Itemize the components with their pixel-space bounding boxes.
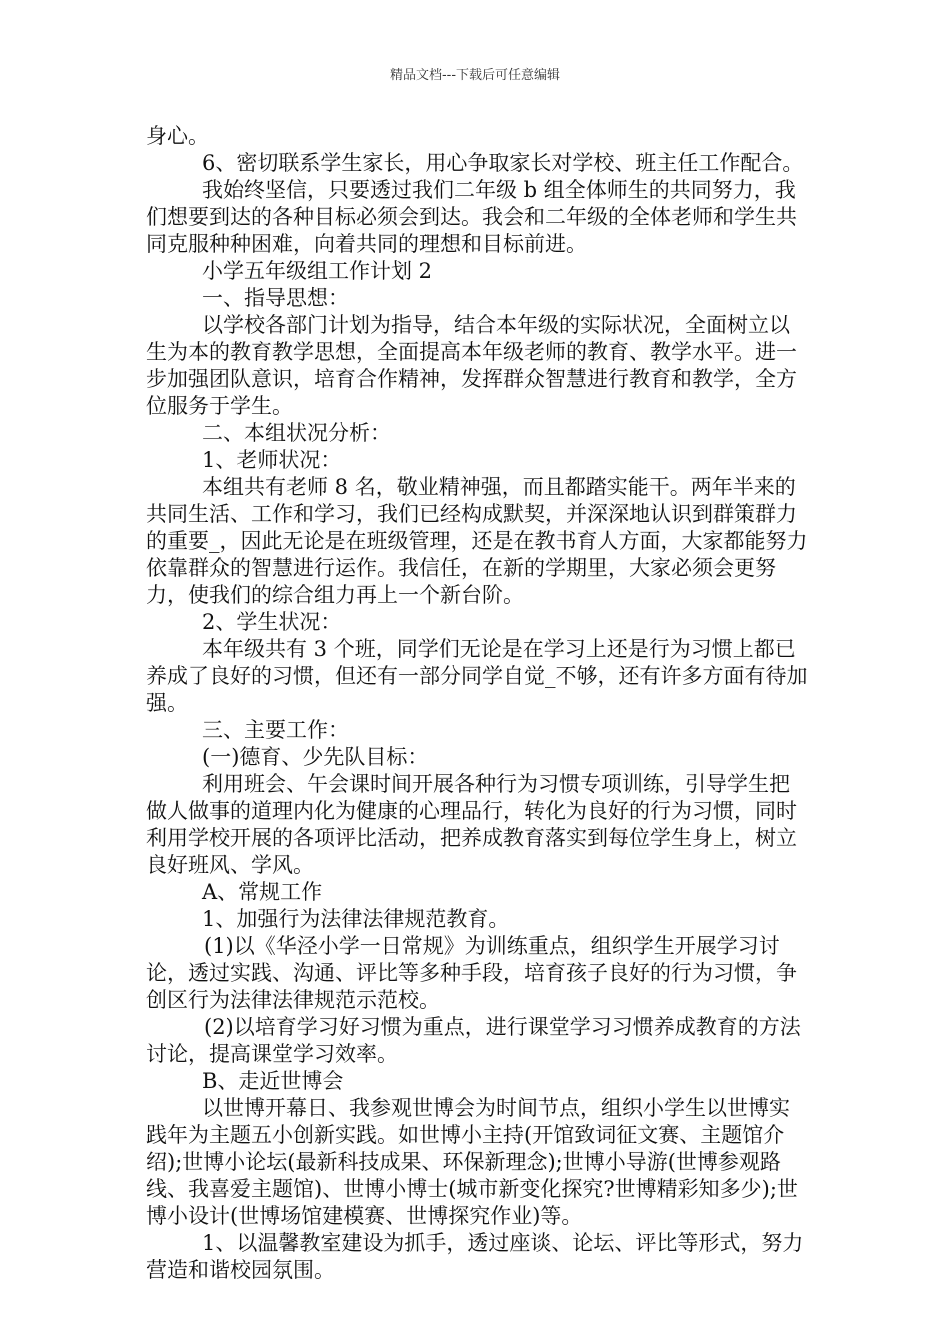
paragraph: 6、密切联系学生家长，用心争取家长对学校、班主任工作配合。 xyxy=(202,151,804,175)
subheading: (一)德育、少先队目标： xyxy=(202,745,429,769)
list-item: (1)以《华泾小学一日常规》为训练重点，组织学生开展学习讨论，透过实践、沟通、评比等多种手段，培育孩子良好的行为习惯，争创区行为法律法律规范示范校。 xyxy=(146,934,797,1012)
subheading: 1、老师状况： xyxy=(202,448,342,472)
paragraph: 本组共有老师 8 名，敬业精神强，而且都踏实能干。两年半来的共同生活、工作和学习，我们已经构成默契，并深深地认识到群策群力的重要_，因此无论是在班级管理，还是在教书育人方面，大家都能努力依靠群众的智慧进行运作。我信任，在新的学期里，大家必须会更努力，使我们的综合组力再上一个新台阶。 xyxy=(146,475,808,607)
paragraph: 我始终坚信，只要透过我们二年级 b 组全体师生的共同努力，我们想要到达的各种目标必须会到达。我会和二年级的全体老师和学生共同克服种种困难，向着共同的理想和目标前进。 xyxy=(146,178,797,256)
heading: 一、指导思想： xyxy=(202,286,349,310)
subheading: B、走近世博会 xyxy=(202,1069,344,1093)
list-item: (2)以培育学习好习惯为重点，进行课堂学习习惯养成教育的方法讨论，提高课堂学习效率。 xyxy=(146,1015,801,1066)
document-body xyxy=(146,123,808,1284)
heading: 二、本组状况分析： xyxy=(202,421,391,445)
paragraph: 以学校各部门计划为指导，结合本年级的实际状况，全面树立以生为本的教育教学思想，全面提高本年级老师的教育、教学水平。进一步加强团队意识，培育合作精神，发挥群众智慧进行教育和教学，全方位服务于学生。 xyxy=(146,313,797,418)
subheading: 2、学生状况： xyxy=(202,610,342,634)
section-title: 小学五年级组工作计划 2 xyxy=(202,259,433,283)
list-item: 1、以温馨教室建设为抓手，透过座谈、论坛、评比等形式，努力营造和谐校园氛围。 xyxy=(146,1231,804,1282)
list-item: 1、加强行为法律法律规范教育。 xyxy=(202,907,510,931)
paragraph: 以世博开幕日、我参观世博会为时间节点，组织小学生以世博实践年为主题五小创新实践。如世博小主持(开馆致词征文赛、主题馆介绍);世博小论坛(最新科技成果、环保新理念);世博小导游(世博参观路线、我喜爱主题馆)、世博小博士(城市新变化探究?世博精彩知多少);世博小设计(世博场馆建模赛、世博探究作业)等。 xyxy=(146,1096,798,1228)
page-header: 精品文档---下载后可任意编辑 xyxy=(389,68,561,83)
subheading: A、常规工作 xyxy=(202,880,323,904)
heading: 三、主要工作： xyxy=(202,718,349,742)
paragraph: 本年级共有 3 个班，同学们无论是在学习上还是行为习惯上都已养成了良好的习惯，但还有一部分同学自觉_不够，还有许多方面有待加强。 xyxy=(146,637,808,715)
paragraph: 身心。 xyxy=(146,124,209,148)
paragraph: 利用班会、午会课时间开展各种行为习惯专项训练，引导学生把做人做事的道理内化为健康的心理品行，转化为良好的行为习惯，同时利用学校开展的各项评比活动，把养成教育落实到每位学生身上，树立良好班风、学风。 xyxy=(146,772,797,877)
